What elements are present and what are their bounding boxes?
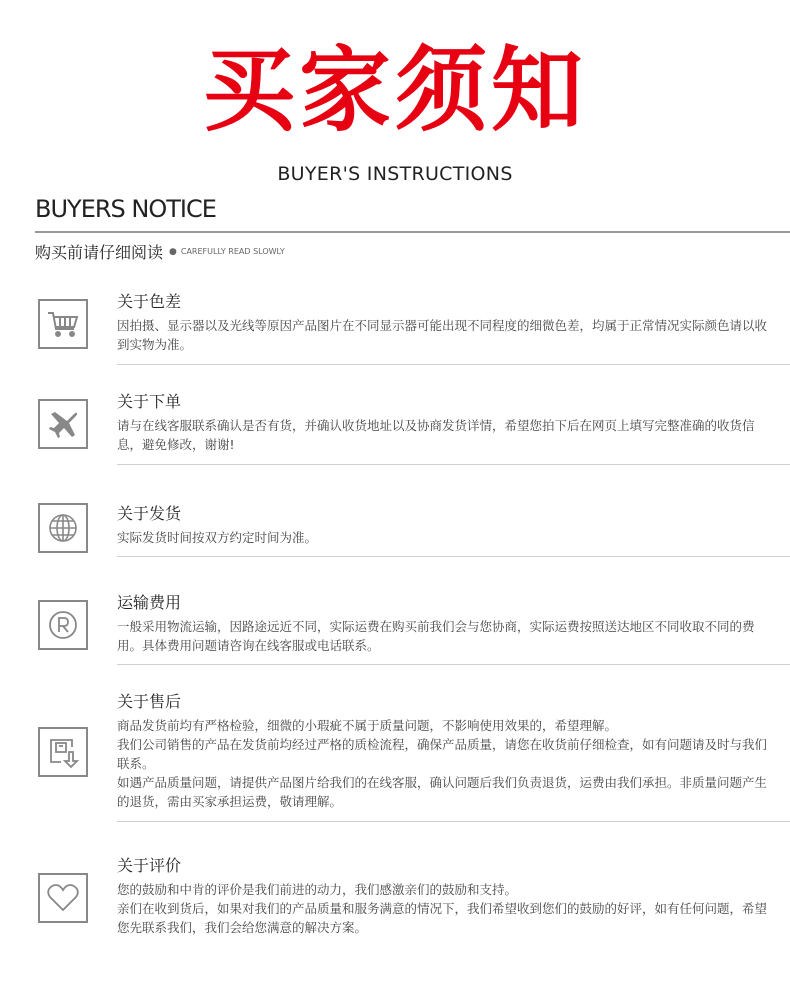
read-carefully-bullet: ● [169, 246, 177, 257]
section-paragraph: 请与在线客服联系确认是否有货，并确认收货地址以及协商发货详情，希望您拍下后在网页上填写完整准确的收货信息，避免修改，谢谢! [117, 418, 755, 452]
page-title: 买家须知 [202, 37, 587, 144]
section-divider [117, 664, 790, 665]
section-title: 关于售后 [117, 692, 182, 711]
section-title: 运输费用 [117, 593, 182, 612]
read-carefully-line [35, 240, 285, 263]
section-paragraph: 您的鼓励和中肯的评价是我们前进的动力，我们感激亲们的鼓励和支持。 [117, 882, 518, 897]
section-title: 关于色差 [117, 292, 182, 311]
section-paragraph: 实际发货时间按双方约定时间为准。 [117, 530, 318, 545]
section-paragraph: 亲们在收到货后，如果对我们的产品质量和服务满意的情况下，我们希望收到您们的鼓励的好评，如有任何问题，希望您先联系我们，我们会给您满意的解决方案。 [117, 901, 768, 935]
section-paragraph: 一般采用物流运输，因路途远近不同，实际运费在购买前我们会与您协商，实际运费按照送达地区不同收取不同的费用。具体费用问题请咨询在线客服或电话联系。 [117, 619, 755, 653]
section-body [117, 316, 767, 354]
section-title: 关于评价 [117, 856, 182, 875]
airplane-icon [38, 399, 88, 449]
section-divider [117, 464, 790, 465]
section-body [117, 528, 767, 547]
notice-heading: BUYERS NOTICE [35, 195, 216, 223]
section-paragraph: 因拍摄、显示器以及光线等原因产品图片在不同显示器可能出现不同程度的细微色差，均属于正常情况实际颜色请以收到实物为准。 [117, 318, 768, 352]
section-paragraph: 商品发货前均有严格检验，细微的小瑕疵不属于质量问题，不影响使用效果的，希望理解。 [117, 718, 618, 733]
section-divider [117, 556, 790, 557]
section-paragraph: 我们公司销售的产品在发货前均经过严格的质检流程，确保产品质量，请您在收货前仔细检查，如有问题请及时与我们联系。 [117, 737, 768, 771]
section-divider [117, 821, 790, 822]
globe-icon [38, 503, 88, 553]
section-title: 关于下单 [117, 392, 182, 411]
section-title: 关于发货 [117, 504, 182, 523]
read-carefully-en: CAREFULLY READ SLOWLY [180, 247, 285, 256]
page-subtitle: BUYER'S INSTRUCTIONS [277, 163, 513, 185]
read-carefully-cn: 购买前请仔细阅读 [35, 243, 164, 262]
section-divider [117, 364, 790, 365]
section-paragraph: 如遇产品质量问题，请提供产品图片给我们的在线客服，确认问题后我们负责退货，运费由我们承担。非质量问题产生的退货，需由买家承担运费，敬请理解。 [117, 775, 768, 809]
section-body [117, 716, 767, 811]
section-body [117, 880, 767, 937]
heart-icon [38, 873, 88, 923]
heading-divider [35, 231, 790, 233]
section-body [117, 617, 767, 655]
return-box-icon [38, 727, 88, 777]
section-body [117, 416, 767, 454]
shopping-cart-icon [38, 299, 88, 349]
registered-icon [38, 600, 88, 650]
